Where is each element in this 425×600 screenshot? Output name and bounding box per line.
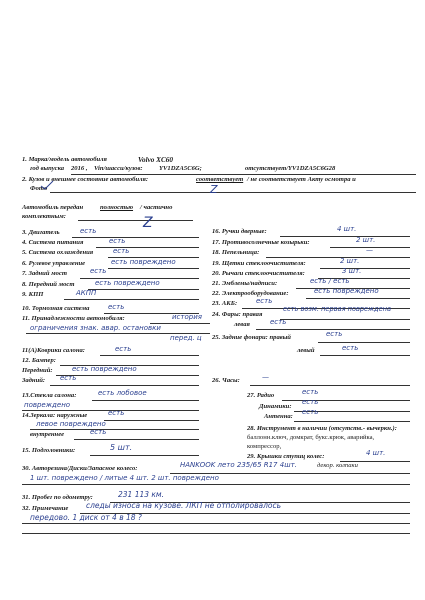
divider xyxy=(306,298,410,299)
item-taillight-left-label: левый xyxy=(297,347,315,354)
item-brakes-label: 10. Тормозная система xyxy=(22,305,90,312)
speakers-label: Динамики: xyxy=(259,403,292,410)
item-ashtray-value: — xyxy=(366,246,373,254)
wheels-value: HANKOOK лето 235/65 R17 4шт. xyxy=(180,461,297,469)
wheels-value-2: 1 шт. повреждено / литые 4 шт. 2 шт. повреждено xyxy=(30,474,219,482)
item-electrics-value: есть повреждено xyxy=(314,287,379,295)
divider xyxy=(266,257,410,258)
mirrors-label: 14.Зеркала: наружные xyxy=(22,412,88,419)
item-steering-value: есть повреждено xyxy=(111,258,176,266)
headrests-value: 5 шт. xyxy=(110,443,133,452)
item-headlight-right-label: 24. Фары: правая xyxy=(212,311,263,318)
item-accessories-label: 11. Принадлежности автомобиля: xyxy=(22,315,125,322)
notes-label: 32. Примечание xyxy=(22,505,69,512)
year-value: 2016 , xyxy=(71,165,88,172)
item-taillight-left-value: есть xyxy=(342,344,359,352)
completeness-label-2: комплектным: xyxy=(22,213,66,220)
item-ashtray-label: 18. Пепельница: xyxy=(212,249,260,256)
divider xyxy=(318,342,410,343)
item-steering-label: 6. Рулевое управление xyxy=(22,260,86,267)
item-cooling-value: есть xyxy=(113,247,130,255)
item-front-axle-label: 8. Передний мост xyxy=(22,281,75,288)
divider xyxy=(50,192,416,193)
item-gearbox-value: АКПП xyxy=(76,289,97,297)
divider xyxy=(50,385,199,386)
divider xyxy=(88,289,199,290)
mileage-value: 231 113 км. xyxy=(118,490,164,499)
tools-list: баллонн.ключ, домкрат, букс.крюк, аварийка, xyxy=(247,434,375,441)
headrests-label: 15. Подголовники: xyxy=(22,447,76,454)
year-label: год выпуска xyxy=(30,165,65,172)
divider xyxy=(108,268,199,269)
antenna-label: Антенна: xyxy=(264,413,293,420)
mirror-inner-label: внутреннее xyxy=(30,431,65,438)
completeness-mark: Z xyxy=(143,215,153,231)
glass-value-2: повреждено xyxy=(24,401,71,409)
item-engine-value: есть xyxy=(80,227,97,235)
divider xyxy=(90,455,199,456)
divider xyxy=(22,533,410,534)
mirror-inner-value: есть xyxy=(90,428,107,436)
item-wiper-blades-value: 2 шт. xyxy=(340,257,360,265)
item-fuel-value: есть xyxy=(109,237,126,245)
divider xyxy=(22,484,410,485)
item-accessories-value: история xyxy=(172,313,202,321)
item-cooling-label: 5. Система охлаждения xyxy=(22,249,94,256)
divider xyxy=(64,299,199,300)
divider xyxy=(280,236,410,237)
clock-value: — xyxy=(262,373,269,381)
caps-value: 4 шт. xyxy=(366,449,386,457)
model-value: Volvo XC60 xyxy=(138,156,173,164)
bumper-rear-value: есть xyxy=(60,374,77,382)
divider xyxy=(72,237,199,238)
item-door-handles-label: 16. Ручки дверные: xyxy=(212,228,267,235)
bumper-front-label: Передний: xyxy=(22,367,53,374)
caps-label: 29. Крышки ступиц колес: xyxy=(247,453,325,460)
divider xyxy=(92,400,199,401)
completeness-full: полностью xyxy=(100,204,134,211)
item-emblems-label: 21. Эмблемы/надписи: xyxy=(212,280,278,287)
item-engine-label: 3. Двигатель xyxy=(22,229,60,236)
divider xyxy=(280,319,410,320)
tools-label: 28. Инструмент в наличии (отсутств.- вычеркн.): xyxy=(247,425,397,432)
speakers-value: есть xyxy=(302,398,319,406)
divider xyxy=(100,355,199,356)
photo-label: Фото xyxy=(30,185,48,192)
mileage-label: 31. Пробег по одометру: xyxy=(22,494,93,501)
body-state-ok: соответствует xyxy=(196,176,244,183)
divider xyxy=(71,174,416,175)
mirrors-value: есть xyxy=(108,409,125,417)
divider xyxy=(30,429,199,430)
tools-list-2: компрессор, xyxy=(247,443,282,450)
vin-status-value: YV1DZA5C6G28 xyxy=(288,165,336,172)
caps-label-2: декор. колпаки xyxy=(317,462,358,469)
bumper-rear-label: Задний: xyxy=(22,377,46,384)
completeness-label: Автомобиль передан xyxy=(22,204,84,211)
clock-label: 26. Часы: xyxy=(212,377,240,384)
divider xyxy=(104,420,199,421)
divider xyxy=(26,333,210,334)
wheels-label: 30. Авторезина/Диски/Запасное колесо: xyxy=(22,465,138,472)
divider xyxy=(320,355,410,356)
item-accessories-extra: ограничения знак. авар. остановки xyxy=(30,324,161,332)
completeness-partial: / частично xyxy=(140,204,173,211)
item-battery-label: 23. АКБ: xyxy=(212,300,238,307)
item-wiper-arms-value: 3 шт. xyxy=(342,267,362,275)
glass-label: 13.Стекла салона: xyxy=(22,392,77,399)
glass-value: есть лобовое xyxy=(98,389,147,397)
divider xyxy=(320,268,410,269)
bumper-front-value: есть повреждено xyxy=(72,365,137,373)
divider xyxy=(150,323,210,324)
item-emblems-value: есть / есть xyxy=(310,277,350,285)
body-state-mark: Z xyxy=(210,183,218,196)
item-gearbox-label: 9. КПП xyxy=(22,291,44,298)
mirrors-value-2: левое повреждено xyxy=(36,420,106,428)
item-front-axle-value: есть повреждено xyxy=(95,279,160,287)
item-wiper-arms-label: 20. Рычаги стеклоочистителя: xyxy=(212,270,305,277)
divider xyxy=(56,375,199,376)
notes-value: следы износа на кузове. ЛКП не отполировалось xyxy=(86,501,282,510)
item-taillight-right-label: 25. Задние фонари: правый xyxy=(212,334,291,341)
radio-value: есть xyxy=(302,388,319,396)
model-label: 1. Марка/модель автомобиля xyxy=(22,156,107,163)
item-brakes-value: есть xyxy=(108,303,125,311)
divider xyxy=(74,439,199,440)
item-wiper-blades-label: 19. Щетки стеклоочистителя: xyxy=(212,260,306,267)
item-door-handles-value: 4 шт. xyxy=(337,225,357,233)
vin-label: Vin/шасси/кузов: xyxy=(94,165,143,172)
antenna-value: есть xyxy=(302,408,319,416)
bumper-label: 12. Бампер: xyxy=(22,357,56,364)
item-taillight-right-value: есть xyxy=(326,330,343,338)
vin-value: YV1DZA5C6G; xyxy=(159,165,202,172)
body-state-label: 2. Кузов и внешнее состояние автомобиля: xyxy=(22,176,149,183)
item-mats-label: 11(А)Коврики салона: xyxy=(22,347,85,354)
divider xyxy=(78,220,193,221)
radio-label: 27. Радио xyxy=(247,392,275,399)
item-rear-axle-label: 7. Задний мост xyxy=(22,270,68,277)
check-mark-icon xyxy=(40,180,54,190)
item-fuel-label: 4. Система питания xyxy=(22,239,84,246)
divider xyxy=(22,523,410,524)
vin-status-label: отсутствует/ xyxy=(245,165,289,172)
item-headlight-right-value: есть возм. первая повреждена xyxy=(283,305,392,313)
body-state-rest: / не соответствует Акту осмотра и xyxy=(247,176,356,183)
item-headlight-left-value: есть xyxy=(270,318,287,326)
item-headlight-left-label: левая xyxy=(234,321,250,328)
item-battery-value: есть xyxy=(256,297,273,305)
divider xyxy=(96,247,199,248)
notes-value-2: передово. 1 диск от 4 в 18 ? xyxy=(30,513,142,522)
item-accessories-extra-2: перед. ц xyxy=(170,334,202,342)
item-sun-visors-label: 17. Противосолнечные козырьки: xyxy=(212,239,310,246)
item-electrics-label: 22. Электрооборудование: xyxy=(212,290,289,297)
item-rear-axle-value: есть xyxy=(90,267,107,275)
item-mats-value: есть xyxy=(115,345,132,353)
item-sun-visors-value: 2 шт. xyxy=(356,236,376,244)
divider xyxy=(250,385,410,386)
divider xyxy=(294,421,410,422)
